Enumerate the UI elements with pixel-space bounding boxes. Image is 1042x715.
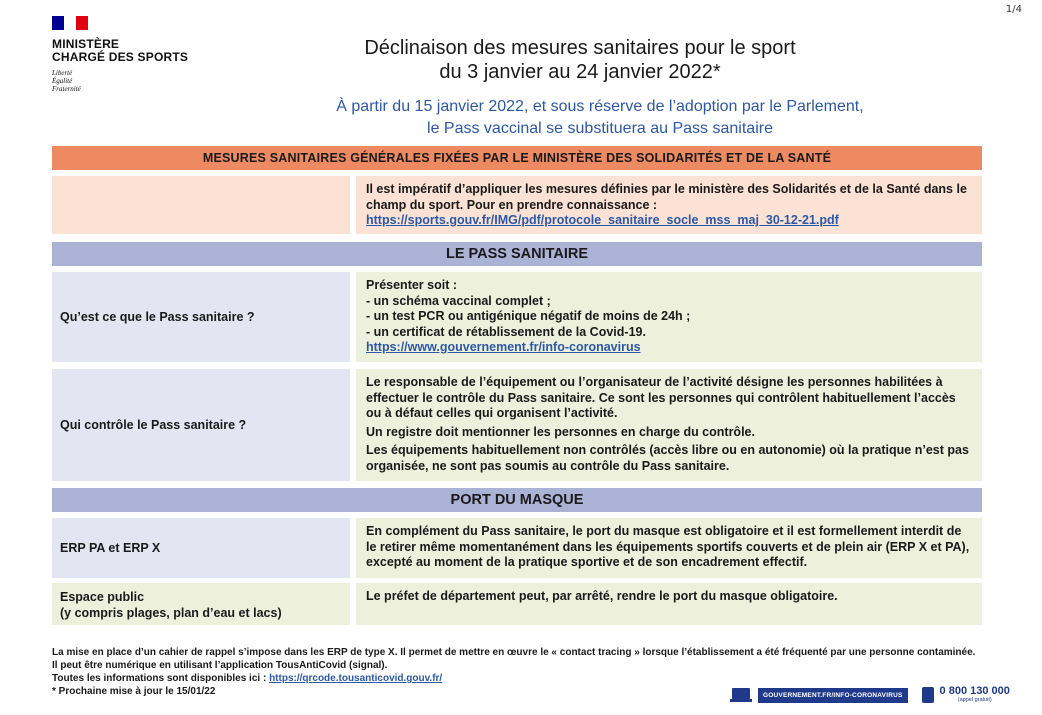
espace-label-line2: (y compris plages, plan d’eau et lacs)	[60, 606, 282, 620]
section-header-masque: PORT DU MASQUE	[52, 488, 982, 512]
mss-text: Il est impératif d’appliquer les mesures définies par le ministère des Solidarités et de la Santé dans le champ du sport. Pour en prendre connaissance :	[366, 182, 967, 212]
mss-label-cell	[52, 176, 350, 234]
section-header-mss: MESURES SANITAIRES GÉNÉRALES FIXÉES PAR LE MINISTÈRE DES SOLIDARITÉS ET DE LA SANTÉ	[52, 146, 982, 170]
pass-q1-row	[52, 272, 982, 362]
pass-q2-answer	[356, 369, 982, 481]
marianne-flag-icon	[52, 16, 88, 30]
gov-info-badge	[730, 686, 1010, 704]
motto-liberte: Liberté	[52, 69, 73, 77]
masque-erp-label: ERP PA et ERP X	[52, 518, 350, 578]
motto-fraternite: Fraternité	[52, 85, 81, 93]
page-number: 1/4	[1005, 4, 1022, 15]
pass-q2-paragraph: Le responsable de l’équipement ou l’organisateur de l’activité désigne les personnes habilitées à effectuer le contrôle du Pass sanitaire. Ce sont les personnes qui contrôlent habituellement l’accès ou à défaut celles qui organisent l’activité.	[366, 375, 956, 420]
laptop-icon	[730, 688, 752, 702]
section-header-pass: LE PASS SANITAIRE	[52, 242, 982, 266]
pass-q2-question: Qui contrôle le Pass sanitaire ?	[52, 369, 350, 481]
tousanticovid-link[interactable]: https://qrcode.tousanticovid.gouv.fr/	[269, 673, 443, 684]
pass-q1-line: - un schéma vaccinal complet ;	[366, 293, 551, 308]
pass-q1-line: - un certificat de rétablissement de la Covid-19.	[366, 324, 646, 339]
footer-info-prefix: Toutes les informations sont disponibles ici :	[52, 673, 270, 684]
subtitle-line2: le Pass vaccinal se substituera au Pass sanitaire	[427, 120, 773, 137]
page-subtitle	[240, 96, 960, 140]
footer-update-note: * Prochaine mise à jour le 15/01/22	[52, 686, 216, 697]
subtitle-line1: À partir du 15 janvier 2022, et sous réserve de l’adoption par le Parlement,	[336, 98, 864, 115]
masque-espace-label	[52, 583, 350, 625]
mss-row	[52, 176, 982, 234]
phone-icon	[922, 687, 934, 703]
ministry-name	[52, 38, 222, 64]
republic-motto	[52, 69, 222, 93]
page-title	[240, 36, 920, 84]
footer-contact-tracing-note: La mise en place d’un cahier de rappel s’impose dans les ERP de type X. Il permet de mettre en œuvre le « contact tracing » lorsque l’établissement a été fréquenté par une personne contaminée. Il peut être numérique en utilisant l’application TousAntiCovid (signal).	[52, 647, 976, 671]
footer-info-line	[52, 672, 982, 685]
ministry-name-line2: CHARGÉ DES SPORTS	[52, 50, 189, 64]
mss-content-cell	[356, 176, 982, 234]
pass-q1-line: - un test PCR ou antigénique négatif de moins de 24h ;	[366, 309, 691, 323]
masque-espace-row	[52, 583, 982, 625]
pass-q1-answer	[356, 272, 982, 362]
gov-info-label[interactable]: GOUVERNEMENT.FR/INFO-CORONAVIRUS	[758, 688, 908, 703]
pass-q1-question: Qu’est ce que le Pass sanitaire ?	[52, 272, 350, 362]
pass-q2-paragraph: Un registre doit mentionner les personnes en charge du contrôle.	[366, 424, 755, 439]
masque-espace-text: Le préfet de département peut, par arrêté, rendre le port du masque obligatoire.	[356, 583, 982, 625]
espace-label-line1: Espace public	[60, 590, 145, 604]
page-title-line2: du 3 janvier au 24 janvier 2022*	[439, 61, 721, 83]
masque-erp-text: En complément du Pass sanitaire, le port du masque est obligatoire et il est formellement interdit de le retirer même momentanément dans les équipements sportifs couverts et de plein air (ERP X et PA), excepté au moment de la pratique sportive et de son encadrement effectif.	[356, 518, 982, 578]
pass-q2-row	[52, 369, 982, 481]
hotline-number-text: 0 800 130 000	[939, 685, 1010, 697]
motto-egalite: Égalité	[52, 77, 73, 85]
mss-protocol-link[interactable]: https://sports.gouv.fr/IMG/pdf/protocole_sanitaire_socle_mss_maj_30-12-21.pdf	[366, 213, 839, 227]
page-title-line1: Déclinaison des mesures sanitaires pour le sport	[364, 37, 796, 59]
hotline-number	[940, 686, 1010, 704]
ministry-logo	[52, 16, 222, 93]
pass-q1-line: Présenter soit :	[366, 278, 458, 292]
masque-erp-row	[52, 518, 982, 578]
ministry-name-line1: MINISTÈRE	[52, 37, 120, 51]
gouvernement-info-link[interactable]: https://www.gouvernement.fr/info-coronavirus	[366, 340, 641, 354]
pass-q2-paragraph: Les équipements habituellement non contrôlés (accès libre ou en autonomie) où la pratique n’est pas organisée, ne sont pas soumis au contrôle du Pass sanitaire.	[366, 443, 969, 473]
hotline-note: (appel gratuit)	[957, 697, 992, 703]
